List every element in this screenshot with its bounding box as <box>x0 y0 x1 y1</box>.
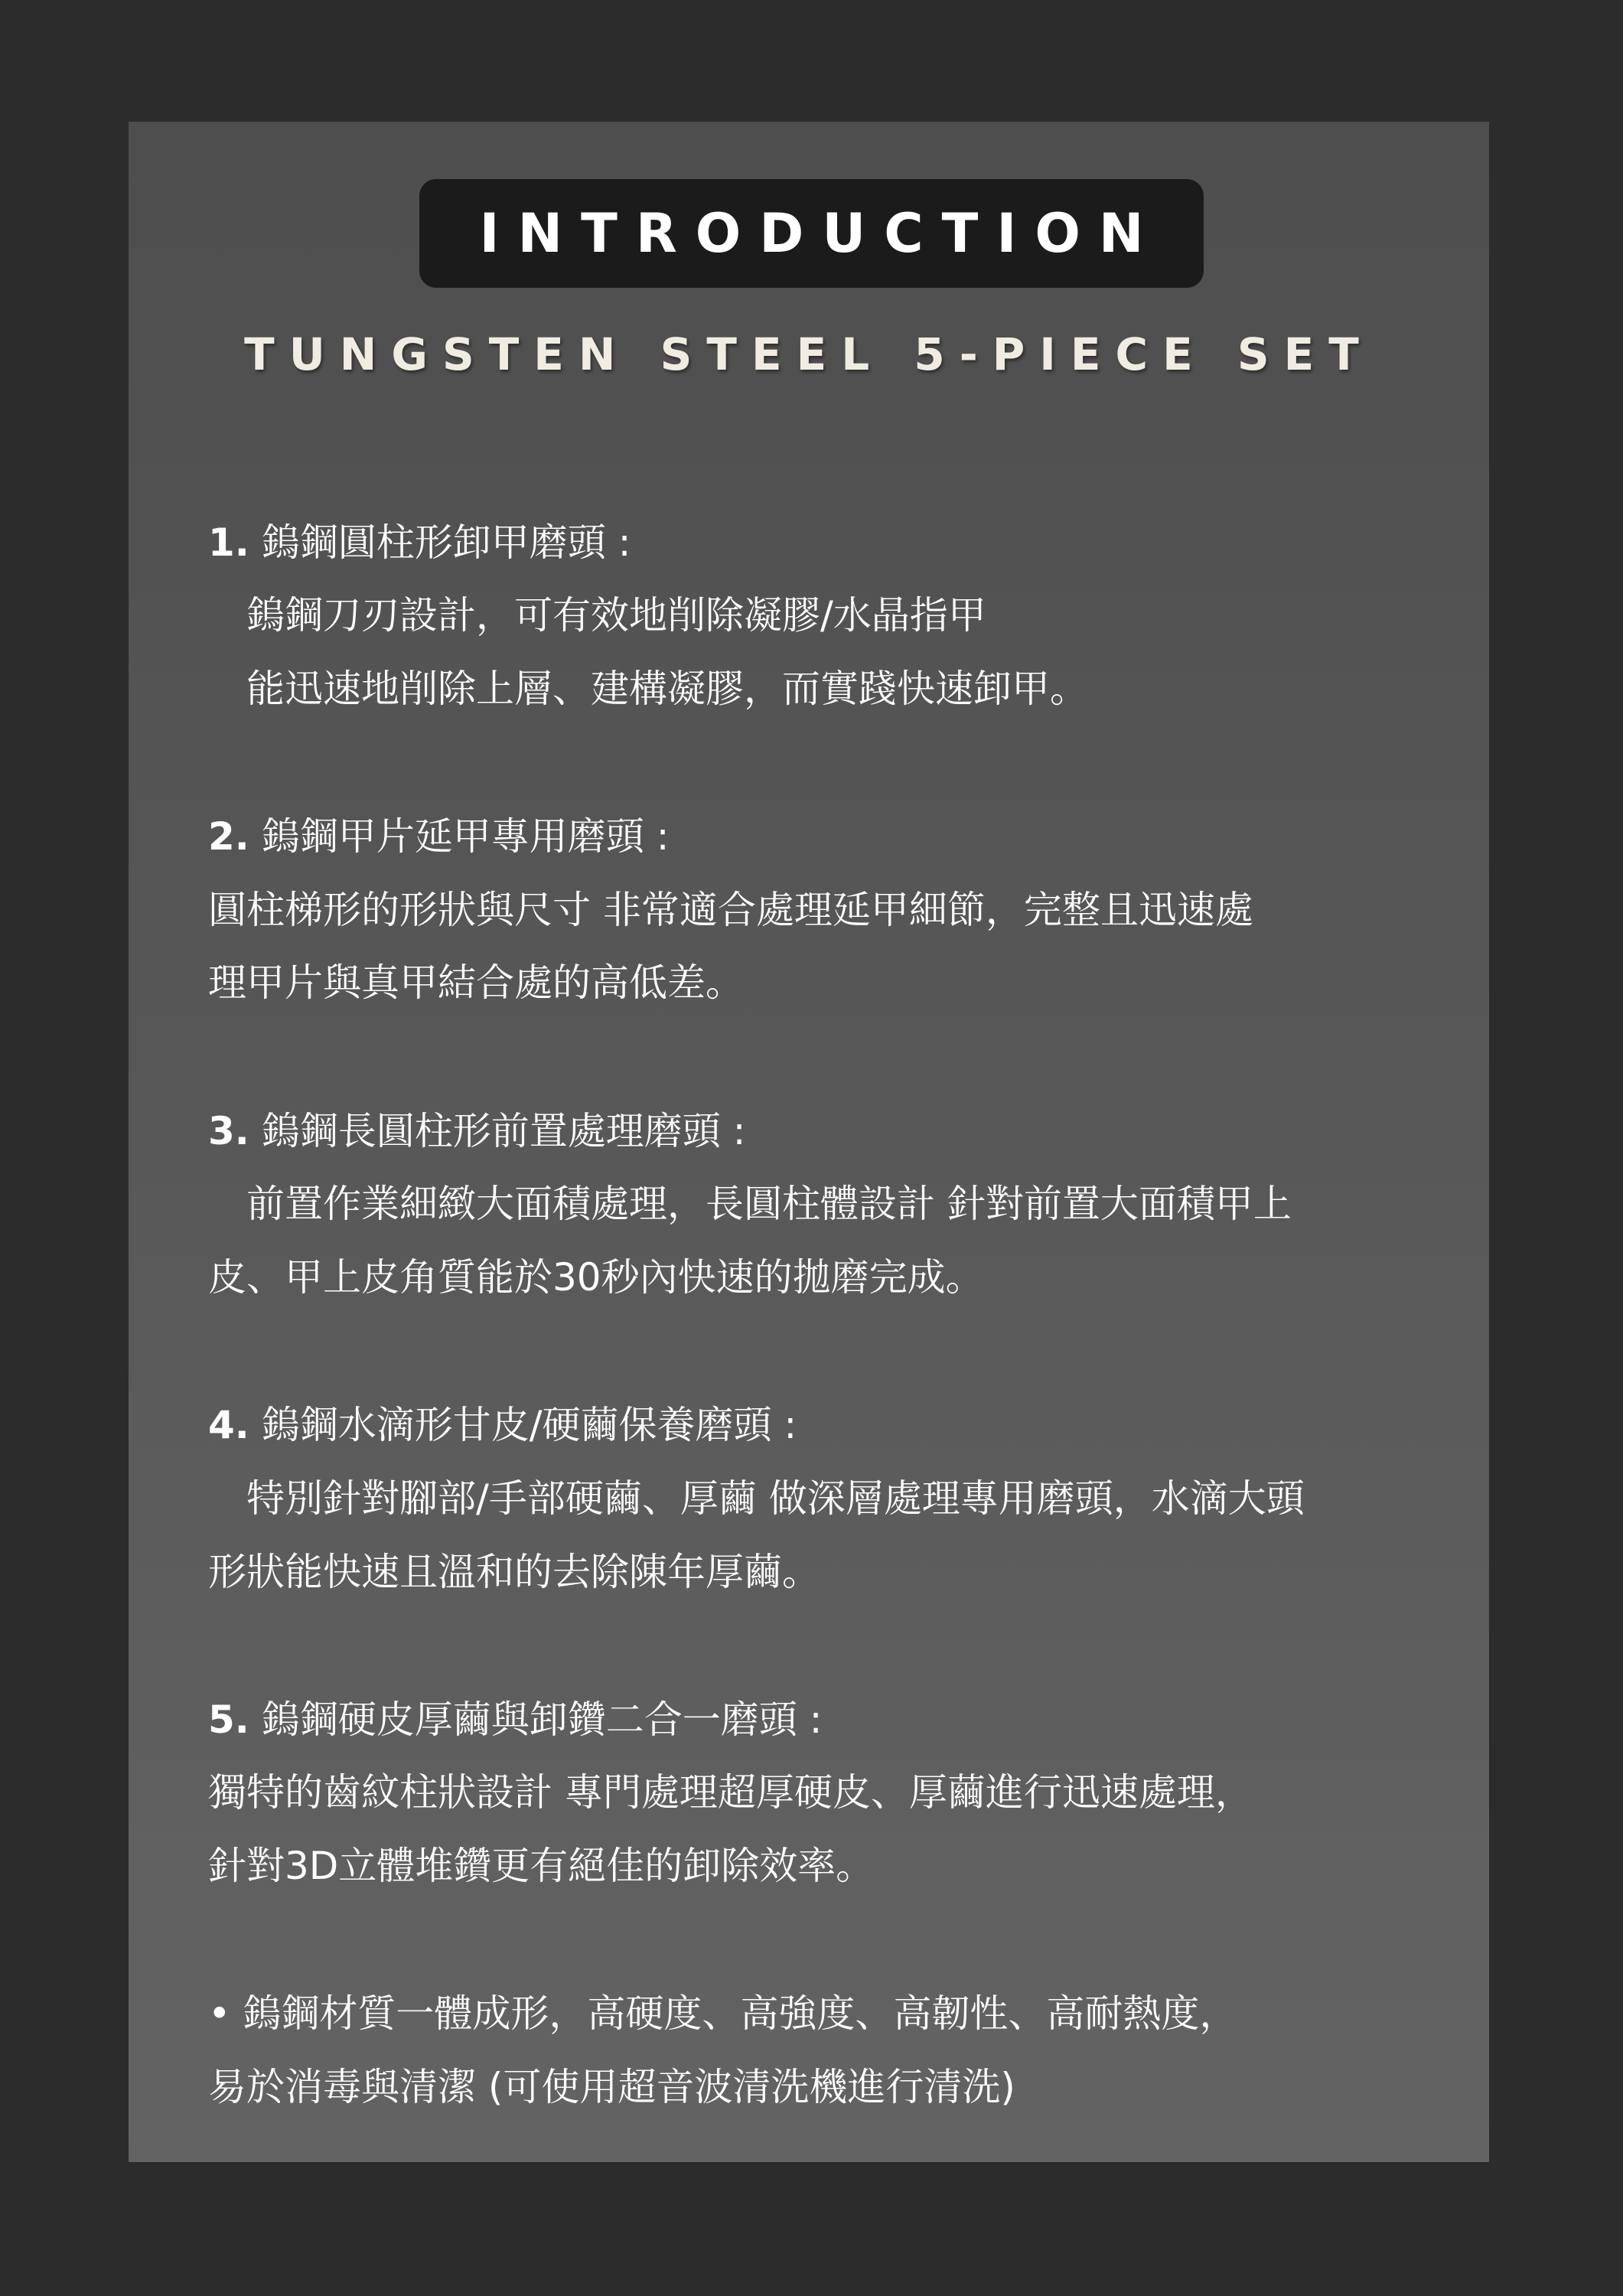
item-4-title: 鎢鋼水滴形甘皮/硬繭保養磨頭 : <box>249 1403 797 1447</box>
introduction-title: INTRODUCTION <box>479 202 1162 265</box>
item-1-line-2: 能迅速地削除上層、建構凝膠，而實踐快速卸甲。 <box>208 667 1088 711</box>
item-2-line-1: 圓柱梯形的形狀與尺寸 非常適合處理延甲細節，完整且迅速處 <box>208 888 1253 932</box>
item-2-number: 2. <box>208 814 249 859</box>
item-5-heading <box>208 1695 822 1744</box>
item-1-heading <box>208 518 631 567</box>
material-note-line-1: • 鎢鋼材質一體成形，高硬度、高強度、高韌性、高耐熱度， <box>208 1991 1238 2036</box>
item-4-line-2: 形狀能快速且溫和的去除陳年厚繭。 <box>208 1550 820 1594</box>
item-3-title: 鎢鋼長圓柱形前置處理磨頭 : <box>249 1109 746 1153</box>
item-5-line-1: 獨特的齒紋柱狀設計 專門處理超厚硬皮、厚繭進行迅速處理， <box>208 1770 1253 1815</box>
item-4-number: 4. <box>208 1403 249 1447</box>
item-1-number: 1. <box>208 520 249 565</box>
item-2-title: 鎢鋼甲片延甲專用磨頭 : <box>249 814 670 859</box>
item-2-line-2: 理甲片與真甲結合處的高低差。 <box>208 960 744 1005</box>
item-3-line-2: 皮、甲上皮角質能於30秒內快速的拋磨完成。 <box>208 1255 984 1300</box>
product-subtitle: TUNGSTEN STEEL 5-PIECE SET <box>244 328 1374 380</box>
introduction-badge <box>419 179 1204 288</box>
item-3-number: 3. <box>208 1109 249 1153</box>
item-3-heading <box>208 1107 745 1156</box>
item-1-title: 鎢鋼圓柱形卸甲磨頭 : <box>249 520 631 565</box>
item-5-title: 鎢鋼硬皮厚繭與卸鑽二合一磨頭 : <box>249 1698 823 1742</box>
item-4-line-1: 特別針對腳部/手部硬繭、厚繭 做深層處理專用磨頭，水滴大頭 <box>208 1476 1305 1521</box>
item-5-number: 5. <box>208 1698 249 1742</box>
item-4-heading <box>208 1401 797 1450</box>
material-note-line-2: 易於消毒與清潔 (可使用超音波清洗機進行清洗) <box>208 2065 1015 2109</box>
item-1-line-1: 鎢鋼刀刃設計，可有效地削除凝膠/水晶指甲 <box>208 593 986 638</box>
item-5-line-2: 針對3D立體堆鑽更有絕佳的卸除效率。 <box>208 1844 875 1888</box>
item-3-line-1: 前置作業細緻大面積處理，長圓柱體設計 針對前置大面積甲上 <box>208 1182 1292 1226</box>
item-2-heading <box>208 812 669 861</box>
